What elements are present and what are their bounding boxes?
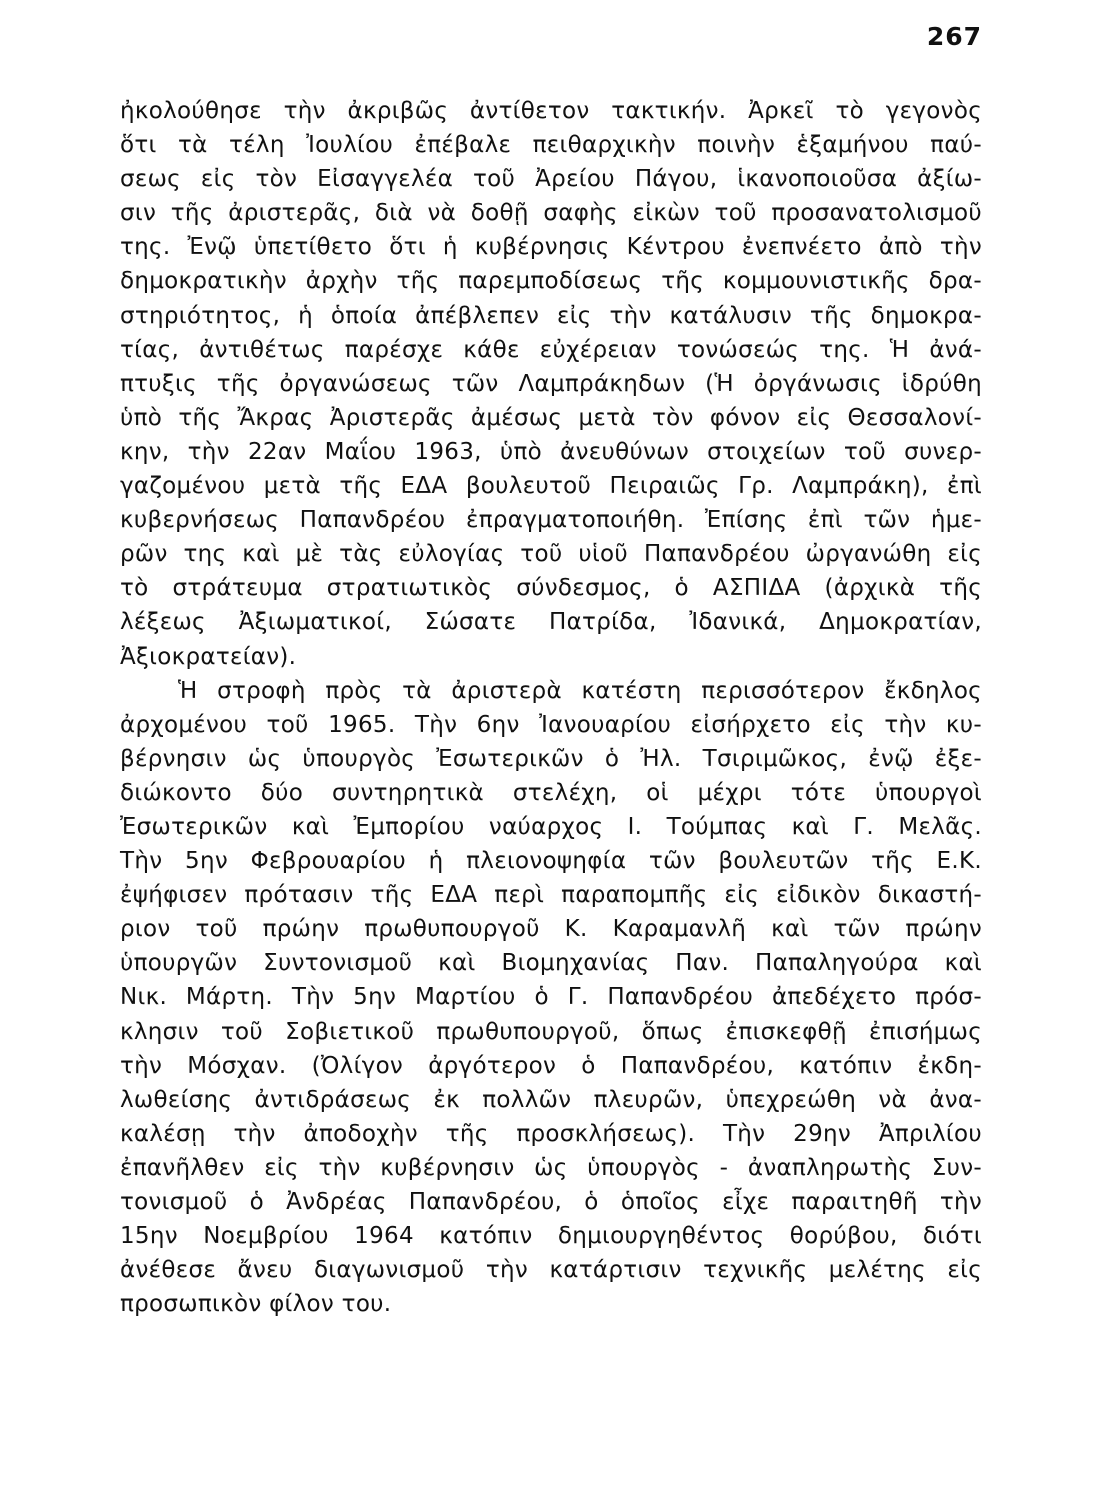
text-line: της. Ἐνῷ ὑπετίθετο ὅτι ἡ κυβέρνησις Κέντρου ἐνεπνέετο ἀπὸ τὴν [120,234,982,261]
text-line: κυβερνήσεως Παπανδρέου ἐπραγματοποιήθη. Ἐπίσης ἐπὶ τῶν ἡμε- [120,507,982,534]
text-line: κην, τὴν 22αν Μαΐου 1963, ὑπὸ ἀνευθύνων στοιχείων τοῦ συνερ- [120,438,982,465]
text-line: ὑπὸ τῆς Ἄκρας Ἀριστερᾶς ἀμέσως μετὰ τὸν φόνον εἰς Θεσσαλονί- [120,404,982,431]
text-line: ὑπουργῶν Συντονισμοῦ καὶ Βιομηχανίας Παν. Παπαληγούρα καὶ [120,950,982,977]
text-line: σιν τῆς ἀριστερᾶς, διὰ νὰ δοθῇ σαφὴς εἰκὼν τοῦ προσανατολισμοῦ [120,200,982,227]
text-line: γαζομένου μετὰ τῆς ΕΔΑ βουλευτοῦ Πειραιῶς Γρ. Λαμπράκη), ἐπὶ [120,473,982,500]
text-line: ἐψήφισεν πρότασιν τῆς ΕΔΑ περὶ παραπομπῆς εἰς εἰδικὸν δικαστή- [120,882,982,909]
text-line: λωθείσης ἀντιδράσεως ἐκ πολλῶν πλευρῶν, ὑπεχρεώθη νὰ ἀνα- [120,1086,982,1113]
text-line: ὅτι τὰ τέλη Ἰουλίου ἐπέβαλε πειθαρχικὴν ποινὴν ἑξαμήνου παύ- [120,132,982,159]
text-line: σεως εἰς τὸν Εἰσαγγελέα τοῦ Ἀρείου Πάγου, ἱκανοποιοῦσα ἀξίω- [120,166,982,193]
text-line: τονισμοῦ ὁ Ἀνδρέας Παπανδρέου, ὁ ὁποῖος εἶχε παραιτηθῆ τὴν [120,1189,982,1215]
body-text [120,94,982,1321]
paragraph-start-line: Ἡ στροφὴ πρὸς τὰ ἀριστερὰ κατέστη περισσότερον ἔκδηλος [178,677,982,704]
text-line: Τὴν 5ην Φεβρουαρίου ἡ πλειονοψηφία τῶν βουλευτῶν τῆς Ε.Κ. [120,848,982,875]
paragraph-end-line: προσωπικὸν φίλον του. [120,1291,392,1318]
text-line: πτυξις τῆς ὀργανώσεως τῶν Λαμπράκηδων (Ἡ ὀργάνωσις ἱδρύθη [120,370,982,397]
page-number: 267 [926,22,982,51]
text-line: ρῶν της καὶ μὲ τὰς εὐλογίας τοῦ υἱοῦ Παπανδρέου ὠργανώθη εἰς [120,541,982,568]
text-line: ἀνέθεσε ἄνευ διαγωνισμοῦ τὴν κατάρτισιν τεχνικῆς μελέτης εἰς [120,1257,982,1284]
text-line: ἠκολούθησε τὴν ἀκριβῶς ἀντίθετον τακτικήν. Ἀρκεῖ τὸ γεγονὸς [120,98,982,124]
text-line: καλέσῃ τὴν ἀποδοχὴν τῆς προσκλήσεως). Τὴν 29ην Ἀπριλίου [120,1120,982,1147]
text-line: 15ην Νοεμβρίου 1964 κατόπιν δημιουργηθέντος θορύβου, διότι [120,1223,982,1250]
text-line: ἀρχομένου τοῦ 1965. Τὴν 6ην Ἰανουαρίου εἰσήρχετο εἰς τὴν κυ- [120,711,982,738]
text-line: στηριότητος, ἡ ὁποία ἀπέβλεπεν εἰς τὴν κατάλυσιν τῆς δημοκρα- [120,302,982,329]
text-line: κλησιν τοῦ Σοβιετικοῦ πρωθυπουργοῦ, ὅπως ἐπισκεφθῇ ἐπισήμως [120,1018,982,1045]
text-line: ριον τοῦ πρώην πρωθυπουργοῦ Κ. Καραμανλῆ καὶ τῶν πρώην [120,916,982,943]
text-line: δημοκρατικὴν ἀρχὴν τῆς παρεμποδίσεως τῆς κομμουνιστικῆς δρα- [120,268,982,295]
text-line: λέξεως Ἀξιωματικοί, Σώσατε Πατρίδα, Ἰδανικά, Δημοκρατίαν, [120,609,982,636]
text-line: Ἐσωτερικῶν καὶ Ἐμπορίου ναύαρχος Ι. Τούμπας καὶ Γ. Μελᾶς. [120,813,982,840]
text-line: βέρνησιν ὡς ὑπουργὸς Ἐσωτερικῶν ὁ Ἠλ. Τσιριμῶκος, ἐνῷ ἐξε- [120,745,982,772]
text-line: ἐπανῆλθεν εἰς τὴν κυβέρνησιν ὡς ὑπουργὸς - ἀναπληρωτὴς Συν- [120,1154,982,1181]
text-line: διώκοντο δύο συντηρητικὰ στελέχη, οἱ μέχρι τότε ὑπουργοὶ [120,779,982,806]
paragraph-end-line: Ἀξιοκρατείαν). [120,643,297,670]
text-line: τὴν Μόσχαν. (Ὀλίγον ἀργότερον ὁ Παπανδρέου, κατόπιν ἐκδη- [120,1052,982,1079]
text-line: τίας, ἀντιθέτως παρέσχε κάθε εὐχέρειαν τονώσεώς της. Ἡ ἀνά- [120,336,982,363]
text-line: τὸ στράτευμα στρατιωτικὸς σύνδεσμος, ὁ ΑΣΠΙΔΑ (ἀρχικὰ τῆς [120,575,982,602]
text-line: Νικ. Μάρτη. Τὴν 5ην Μαρτίου ὁ Γ. Παπανδρέου ἀπεδέχετο πρόσ- [120,984,982,1011]
